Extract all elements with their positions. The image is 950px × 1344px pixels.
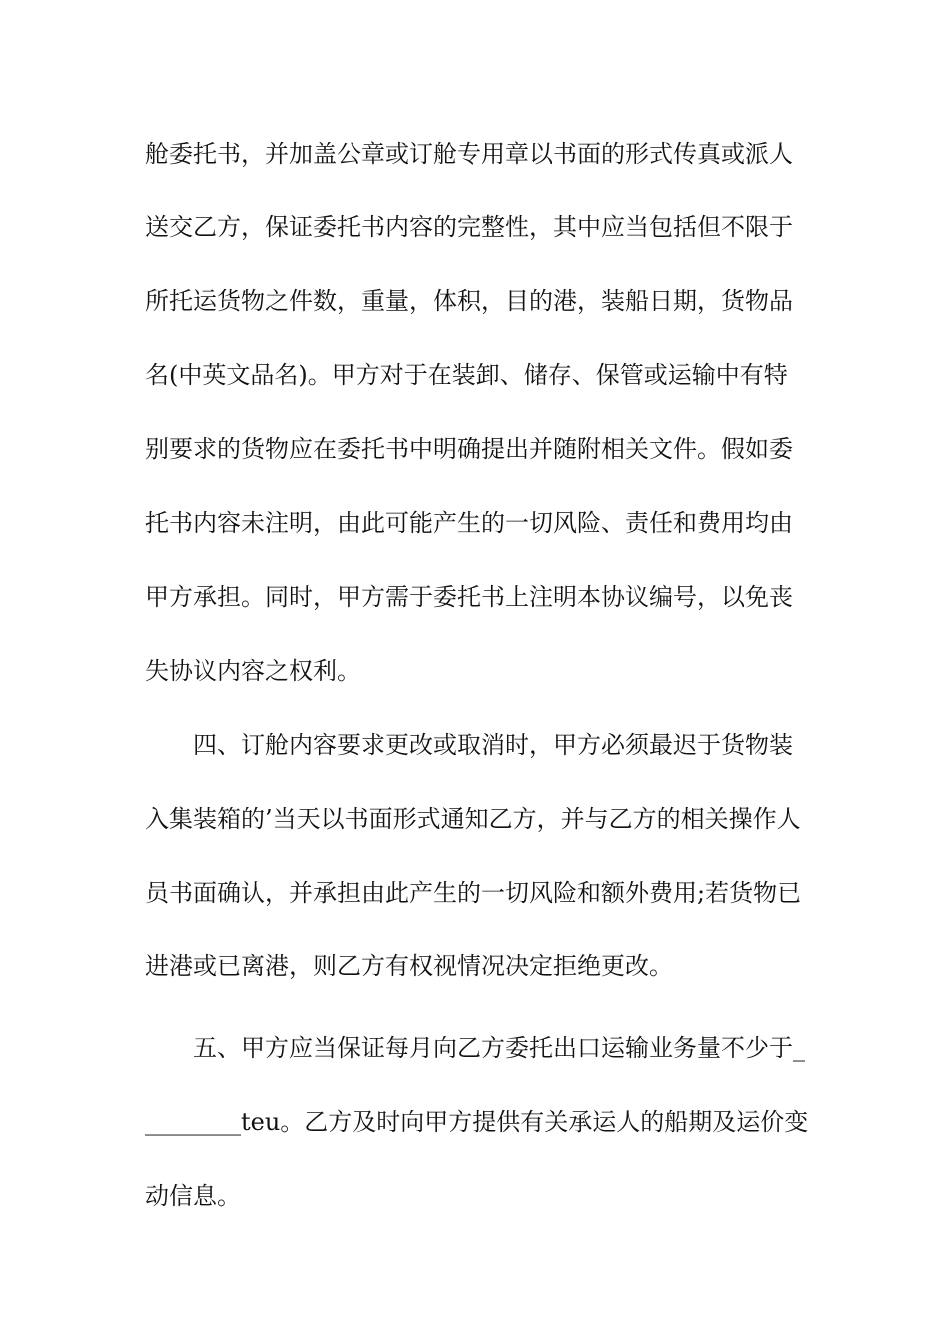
text-line: 进港或已离港，则乙方有权视情况决定拒绝更改。	[145, 952, 673, 980]
text-line: 动信息。	[145, 1182, 241, 1210]
text-line: 别要求的货物应在委托书中明确提出并随附相关文件。假如委	[145, 435, 793, 463]
text-line: ________teu。乙方及时向甲方提供有关承运人的船期及运价变	[145, 1108, 809, 1136]
text-line: 所托运货物之件数，重量，体积，目的港，装船日期，货物品	[145, 287, 793, 315]
text-line: 名(中英文品名)。甲方对于在装卸、储存、保管或运输中有特	[145, 361, 788, 389]
text-line: 送交乙方，保证委托书内容的完整性，其中应当包括但不限于	[145, 213, 793, 241]
paragraph-4-first-line: 四、订舱内容要求更改或取消时，甲方必须最迟于货物装	[193, 731, 793, 759]
text-line: 甲方承担。同时，甲方需于委托书上注明本协议编号，以免丧	[145, 583, 793, 611]
text-line: 舱委托书，并加盖公章或订舱专用章以书面的形式传真或派人	[145, 140, 793, 168]
paragraph-5-first-line: 五、甲方应当保证每月向乙方委托出口运输业务量不少于_	[193, 1034, 805, 1062]
text-line: 失协议内容之权利。	[145, 657, 361, 685]
text-line: 托书内容未注明，由此可能产生的一切风险、责任和费用均由	[145, 509, 793, 537]
text-line: 入集装箱的’当天以书面形式通知乙方，并与乙方的相关操作人	[145, 805, 801, 833]
text-line: 员书面确认，并承担由此产生的一切风险和额外费用;若货物已	[145, 879, 802, 907]
